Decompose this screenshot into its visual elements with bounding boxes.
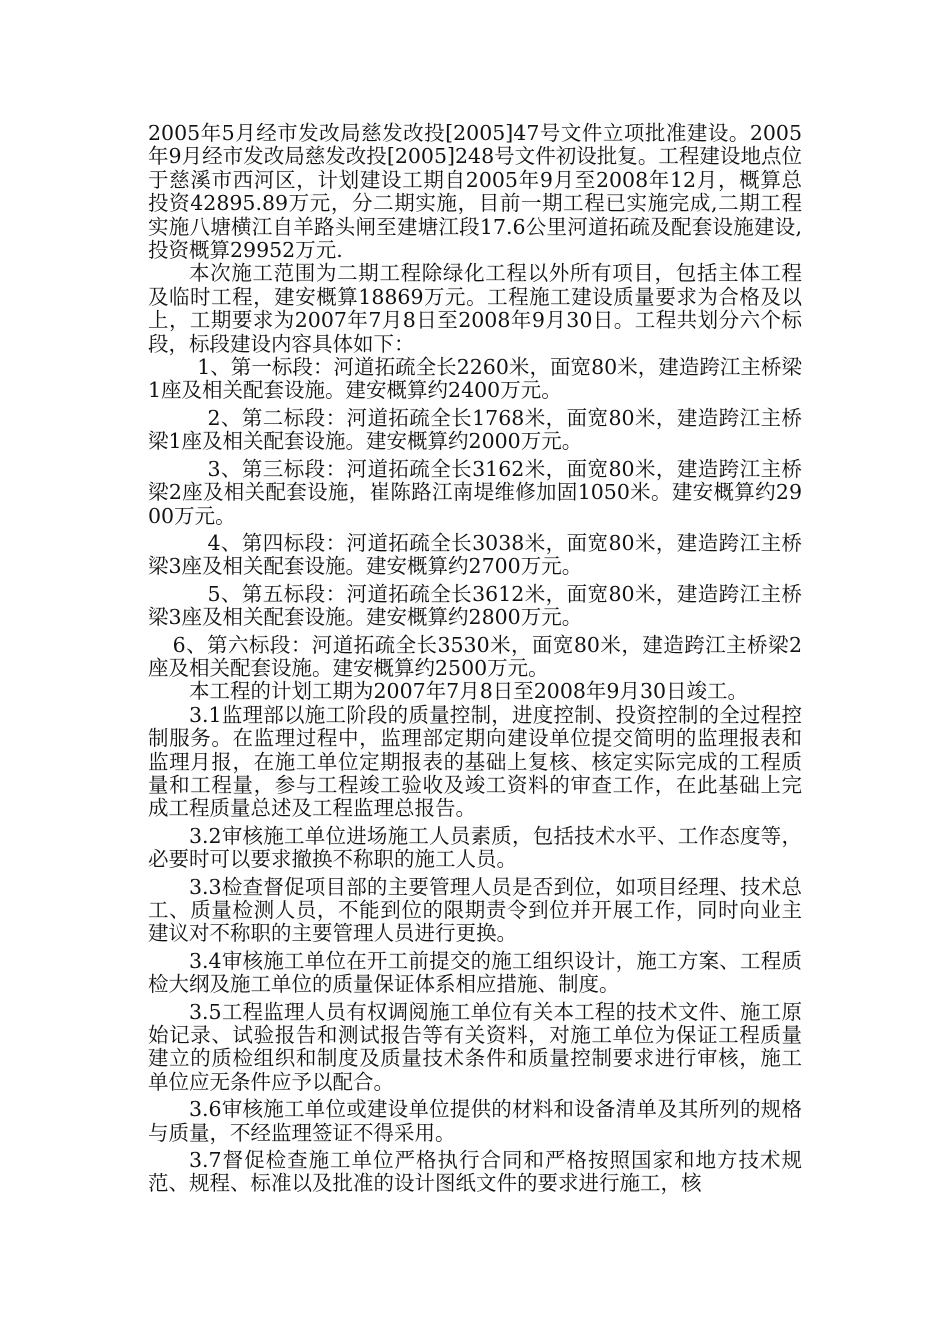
- paragraph-section-1: 1、第一标段：河道拓疏全长2260米，面宽80米，建造跨江主桥梁1座及相关配套设施。建安概算约2400万元。: [148, 355, 802, 403]
- paragraph-section-2: 2、第二标段：河道拓疏全长1768米，面宽80米，建造跨江主桥梁1座及相关配套设施。建安概算约2000万元。: [148, 405, 802, 454]
- paragraph-clause-3-3: 3.3检查督促项目部的主要管理人员是否到位，如项目经理、技术总工、质量检测人员，不能到位的限期责令到位并开展工作，同时向业主建议对不称职的主要管理人员进行更换。: [148, 874, 802, 946]
- paragraph-clause-3-7: 3.7督促检查施工单位严格执行合同和严格按照国家和地方技术规范、规程、标准以及批准的设计图纸文件的要求进行施工，核: [148, 1148, 802, 1196]
- paragraph-clause-3-5: 3.5工程监理人员有权调阅施工单位有关本工程的技术文件、施工原始记录、试验报告和测试报告等有关资料，对施工单位为保证工程质量建立的质检组织和制度及质量技术条件和质量控制要求进行审核，施工单位应无条件应予以配合。: [148, 999, 802, 1094]
- document-body: [148, 122, 802, 1196]
- paragraph-construction-scope: 本次施工范围为二期工程除绿化工程以外所有项目，包括主体工程及临时工程，建安概算18869万元。工程施工建设质量要求为合格及以上，工期要求为2007年7月8日至2008年9月30日。工程共划分六个标段，标段建设内容具体如下：: [148, 261, 802, 356]
- paragraph-section-3: 3、第三标段：河道拓疏全长3162米，面宽80米，建造跨江主桥梁2座及相关配套设施，崔陈路江南堤维修加固1050米。建安概算约2900万元。: [148, 456, 802, 528]
- paragraph-section-5: 5、第五标段：河道拓疏全长3612米，面宽80米，建造跨江主桥梁3座及相关配套设施。建安概算约2800万元。: [148, 581, 802, 630]
- paragraph-section-6: 6、第六标段：河道拓疏全长3530米，面宽80米，建造跨江主桥梁2座及相关配套设施。建安概算约2500万元。: [148, 632, 802, 680]
- paragraph-planned-schedule: 本工程的计划工期为2007年7月8日至2008年9月30日竣工。: [189, 679, 749, 704]
- paragraph-clause-3-2: 3.2审核施工单位进场施工人员素质，包括技术水平、工作态度等，必要时可以要求撤换不称职的施工人员。: [148, 823, 802, 872]
- paragraph-clause-3-6: 3.6审核施工单位或建设单位提供的材料和设备清单及其所列的规格与质量，不经监理签证不得采用。: [148, 1097, 802, 1145]
- paragraph-clause-3-1: 3.1监理部以施工阶段的质量控制，进度控制、投资控制的全过程控制服务。在监理过程中，监理部定期向建设单位提交简明的监理报表和监理月报，在施工单位定期报表的基础上复核、核定实际完成的工程质量和工程量，参与工程竣工验收及竣工资料的审查工作，在此基础上完成工程质量总述及工程监理总报告。: [148, 702, 802, 821]
- paragraph-project-approval: 2005年5月经市发改局慈发改投[2005]47号文件立项批准建设。2005年9月经市发改局慈发改投[2005]248号文件初设批复。工程建设地点位于慈溪市西河区，计划建设工期自2005年9月至2008年12月，概算总投资42895.89万元，分二期实施，目前一期工程已实施完成,二期工程实施八塘横江自羊路头闸至建塘江段17.6公里河道拓疏及配套设施建设,投资概算29952万元.: [148, 121, 802, 263]
- paragraph-section-4: 4、第四标段：河道拓疏全长3038米，面宽80米，建造跨江主桥梁3座及相关配套设施。建安概算约2700万元。: [148, 530, 802, 579]
- paragraph-clause-3-4: 3.4审核施工单位在开工前提交的施工组织设计，施工方案、工程质检大纲及施工单位的质量保证体系相应措施、制度。: [148, 948, 802, 997]
